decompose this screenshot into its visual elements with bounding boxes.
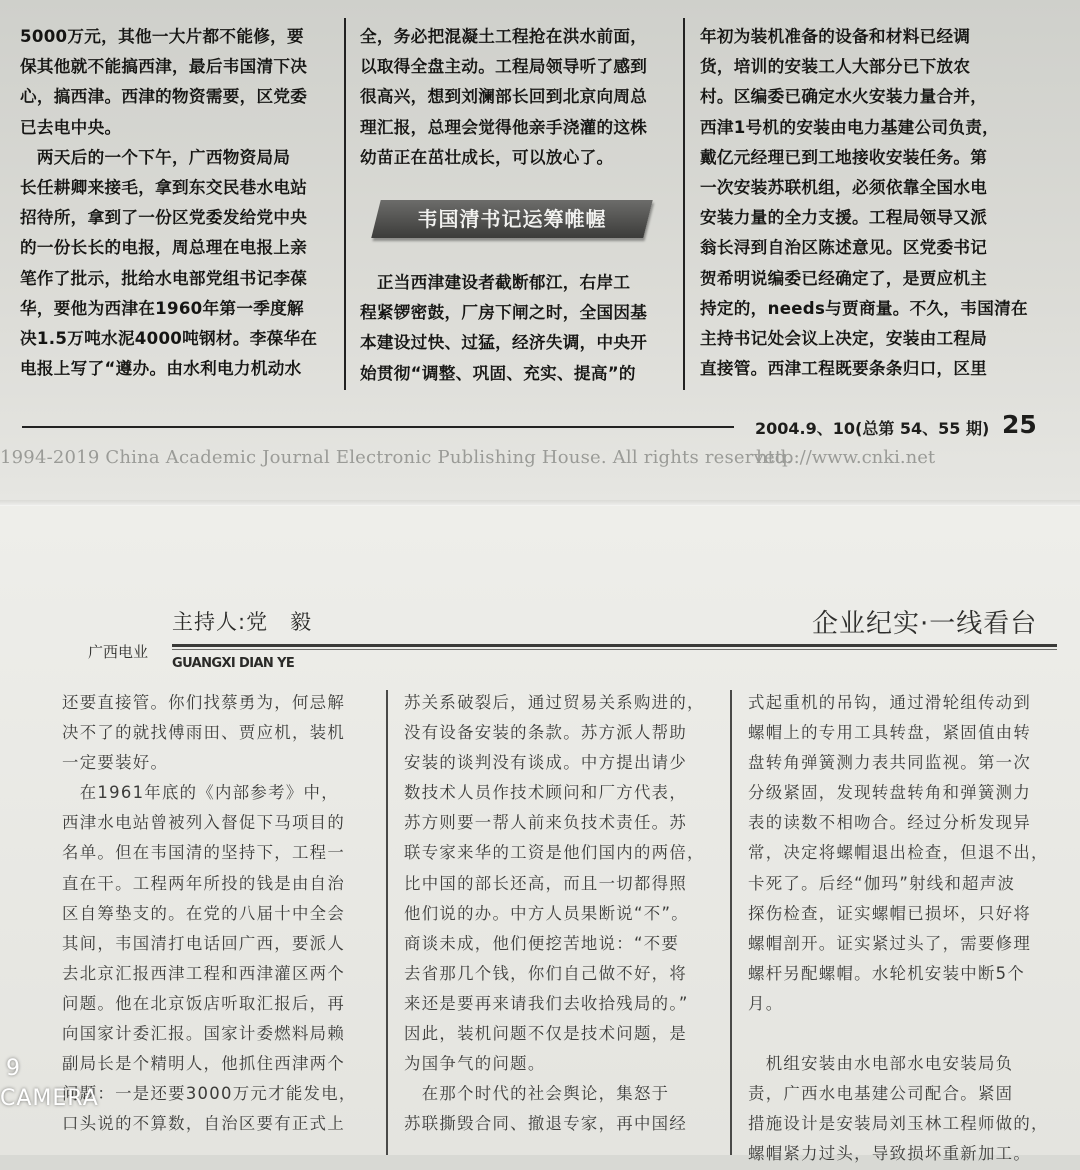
text-line: 月。 — [748, 993, 784, 1013]
text-line: 盘转角弹簧测力表共同监视。第一次 — [748, 753, 1032, 773]
website-text: http://www.cnki.net — [756, 447, 936, 468]
text-line: 螺帽紧力过头，导致损坏重新加工。 — [748, 1144, 1032, 1164]
column-divider — [730, 690, 732, 1155]
text-line: 长任耕卿来接毛，拿到东交民巷水电站 — [20, 178, 308, 198]
camera-watermark — [0, 1054, 99, 1114]
text-line: 来还是要再来请我们去收拾残局的。” — [404, 993, 689, 1013]
text-line: 向国家计委汇报。国家计委燃料局赖 — [62, 1024, 346, 1044]
text-line: 直在干。工程两年所投的钱是由自治 — [62, 873, 346, 893]
text-line: 村。区编委已确定水火安装力量合并， — [700, 87, 988, 107]
footer-rule — [22, 426, 734, 428]
text-line: 华，要他为西津在1960年第一季度解 — [20, 298, 304, 318]
text-line: 去省那几个钱，你们自己做不好，将 — [404, 963, 688, 983]
text-line: 表的读数不相吻合。经过分析发现异 — [748, 813, 1032, 833]
text-line: 没有设备安装的条款。苏方派人帮助 — [404, 723, 688, 743]
text-line: 名单。但在韦国清的坚持下，工程一 — [62, 843, 346, 863]
text-line: 笔作了批示，批给水电部党组书记李葆 — [20, 268, 308, 288]
camera-label: CAMERA — [0, 1086, 99, 1111]
text-line: 螺杆另配螺帽。水轮机安装中断5个 — [748, 963, 1026, 983]
text-line: 货，培训的安装工人大部分已下放农 — [700, 57, 971, 77]
text-line: 机组安装由水电部水电安装局负 — [748, 1054, 1014, 1074]
host-name: 主持人:党 毅 — [172, 610, 313, 634]
text-line: 翁长浔到自治区陈述意见。区党委书记 — [700, 238, 988, 258]
text-line: 幼苗正在茁壮成长，可以放心了。 — [360, 147, 614, 167]
upper-column-1 — [20, 22, 330, 384]
text-line: 其间，韦国清打电话回广西，要派人 — [62, 933, 346, 953]
text-line: 年初为装机准备的设备和材料已经调 — [700, 27, 971, 46]
text-line: 保其他就不能搞西津，最后韦国清下决 — [20, 57, 308, 77]
text-line: 一次安装苏联机组，必须依靠全国水电 — [700, 178, 988, 198]
section-title: 企业纪实·一线看台 — [812, 609, 1038, 639]
text-line: 为国争气的问题。 — [404, 1054, 546, 1074]
column-divider — [683, 18, 685, 390]
text-line: 戴亿元经理已到工地接收安装任务。第 — [700, 147, 988, 167]
text-line: 螺帽上的专用工具转盘，紧固值由转 — [748, 723, 1032, 743]
text-line: 安装力量的全力支援。工程局领导又派 — [700, 208, 988, 228]
text-line: 商谈未成，他们便挖苦地说：“不要 — [404, 933, 680, 953]
text-line: 常，决定将螺帽退出检查，但退不出， — [748, 843, 1049, 863]
upper-column-3 — [700, 22, 1028, 384]
header-rule — [172, 644, 1057, 647]
text-line: 螺帽剖开。证实紧过头了，需要修理 — [748, 933, 1032, 953]
copyright-text: 1994-2019 China Academic Journal Electronic Publishing House. All rights reserved. — [0, 447, 793, 468]
upper-column-2-bottom — [360, 268, 670, 389]
text-line: 比中国的部长还高，而且一切都得照 — [404, 873, 688, 893]
text-line: 在那个时代的社会舆论，集怒于 — [404, 1084, 670, 1104]
text-line: 很高兴，想到刘澜部长回到北京向周总 — [360, 87, 648, 107]
column-divider — [344, 18, 346, 390]
text-line: 措施设计是安装局刘玉林工程师做的， — [748, 1114, 1049, 1134]
text-line: 他们说的办。中方人员果断说“不”。 — [404, 903, 689, 923]
text-line: 联专家来华的工资是他们国内的两倍， — [404, 843, 705, 863]
text-line: 因此，装机问题不仅是技术问题，是 — [404, 1024, 688, 1044]
text-line: 程紧锣密鼓，厂房下闸之时，全国因基 — [360, 303, 648, 323]
text-line: 一定要装好。 — [62, 753, 169, 773]
page-gap — [0, 500, 1080, 506]
text-line: 理汇报，总理会觉得他亲手浇灌的这株 — [360, 117, 648, 137]
text-line: 贺希明说编委已经确定了，是贾应机主 — [700, 268, 988, 288]
text-line: 安装的谈判没有谈成。中方提出请少 — [404, 753, 688, 773]
text-line: 的一份长长的电报，周总理在电报上亲 — [20, 238, 308, 258]
text-line: 招待所，拿到了一份区党委发给党中央 — [20, 208, 308, 228]
text-line: 心，搞西津。西津的物资需要，区党委 — [20, 87, 308, 107]
text-line: 以取得全盘主动。工程局领导听了感到 — [360, 57, 648, 77]
text-line: 决1.5万吨水泥4000吨钢材。李葆华在 — [20, 329, 318, 349]
text-line: 还要直接管。你们找蔡勇为，何忌解 — [62, 693, 346, 712]
text-line: 卡死了。后经“伽玛”射线和超声波 — [748, 873, 1016, 893]
lower-column-3 — [748, 688, 1049, 1170]
text-line: 电报上写了“遵办。由水利电力机动水 — [20, 359, 302, 379]
text-line: 主持书记处会议上决定，安装由工程局 — [700, 329, 988, 349]
text-line: 直接管。西津工程既要条条归口，区里 — [700, 359, 988, 379]
lower-column-1 — [62, 688, 357, 1139]
text-line: 两天后的一个下午，广西物资局局 — [20, 147, 291, 167]
text-line: 问题。他在北京饭店听取汇报后，再 — [62, 993, 346, 1013]
header-rule-thin — [172, 649, 1057, 650]
text-line: 西津水电站曾被列入督促下马项目的 — [62, 813, 346, 833]
text-line: 苏方则要一帮人前来负技术责任。苏 — [404, 813, 688, 833]
text-line: 在1961年底的《内部参考》中， — [62, 783, 339, 803]
text-line: 决不了的就找傅雨田、贾应机，装机 — [62, 723, 346, 743]
text-line: 去北京汇报西津工程和西津灌区两个 — [62, 963, 346, 983]
text-line: 分级紧固，发现转盘转角和弹簧测力 — [748, 783, 1032, 803]
text-line: 始贯彻“调整、巩固、充实、提高”的 — [360, 363, 636, 383]
text-line: 副局长是个精明人，他抓住西津两个 — [62, 1054, 346, 1074]
text-line: 西津1号机的安装由电力基建公司负责， — [700, 117, 1000, 137]
page-number: 25 — [1002, 410, 1037, 439]
section-heading: 韦国清书记运筹帷幄 — [417, 207, 607, 231]
text-line: 探伤检查，证实螺帽已损坏，只好将 — [748, 903, 1032, 923]
lower-column-2 — [404, 688, 705, 1139]
magazine-name-pinyin: GUANGXI DIAN YE — [172, 656, 295, 671]
text-line: 已去电中央。 — [20, 117, 122, 137]
text-line: 正当西津建设者截断郁江，右岸工 — [360, 273, 631, 292]
text-line: 持定的，needs与贾商量。不久，韦国清在 — [700, 298, 1028, 318]
issue-date: 2004.9、10(总第 54、55 期) — [755, 419, 990, 438]
magazine-name: 广西电业 — [88, 643, 149, 661]
text-line: 数技术人员作技术顾问和厂方代表， — [404, 783, 688, 803]
text-line: 全，务必把混凝土工程抢在洪水前面， — [360, 27, 648, 46]
text-line: 5000万元，其他一大片都不能修，要 — [20, 27, 304, 46]
text-line: 区自筹垫支的。在党的八届十中全会 — [62, 903, 346, 923]
column-divider — [386, 690, 388, 1155]
text-line: 口头说的不算数，自治区要有正式上 — [62, 1114, 346, 1134]
camera-number: 9 — [6, 1056, 21, 1081]
text-line: 苏关系破裂后，通过贸易关系购进的， — [404, 693, 705, 712]
text-line: 本建设过快、过猛，经济失调，中央开 — [360, 333, 648, 353]
text-line: 苏联撕毁合同、撤退专家，再中国经 — [404, 1114, 688, 1134]
upper-column-2 — [360, 22, 670, 173]
text-line: 问题：一是还要3000万元才能发电， — [62, 1084, 357, 1104]
text-line: 责，广西水电基建公司配合。紧固 — [748, 1084, 1014, 1104]
text-line: 式起重机的吊钩，通过滑轮组传动到 — [748, 693, 1032, 712]
text-line — [748, 1019, 1049, 1049]
